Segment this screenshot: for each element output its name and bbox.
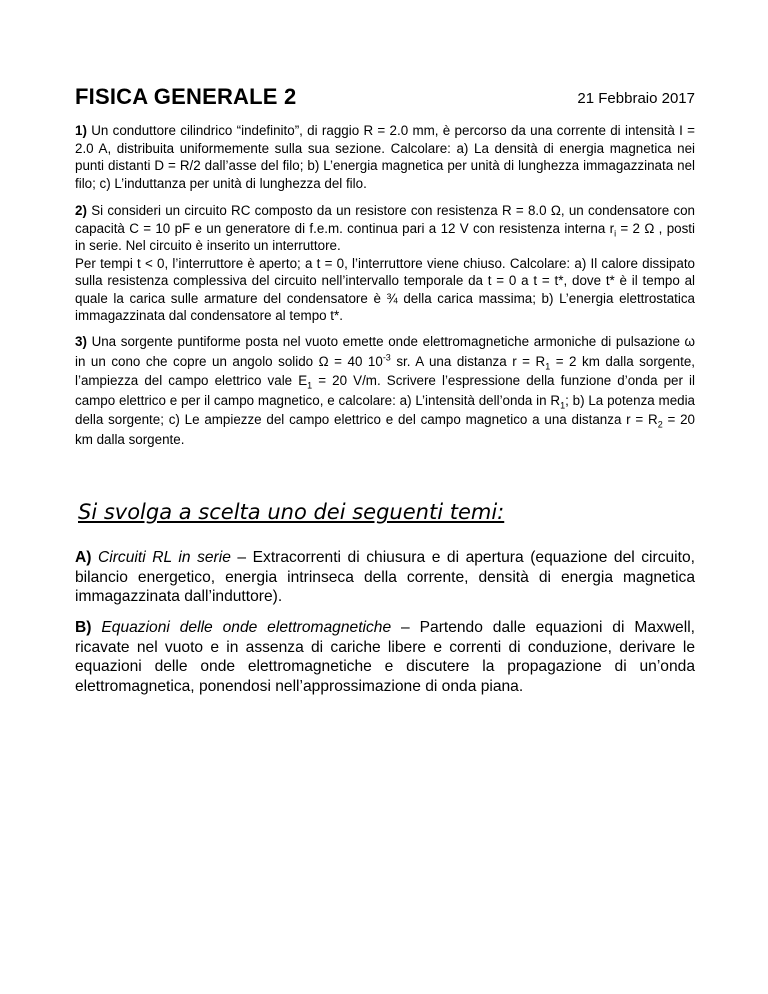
problem-text: sr. A una distanza r = R bbox=[390, 353, 546, 369]
subscript: 2 bbox=[657, 419, 663, 430]
problem-text: Un conduttore cilindrico “indefinito”, di raggio R = 2.0 mm, è percorso da una corrente di intensità I = 2.0 A, distribuita uniformemente sulla sua sezione. Calcolare: a) La densità di energia magnetica nei punti distanti D = R/2 dall’asse del filo; b) L’energia magnetica per unità di lunghezza immagazzinata nel filo; c) L’induttanza per unità di lunghezza del filo. bbox=[75, 123, 695, 191]
superscript: -3 bbox=[382, 352, 391, 363]
problem-text: Si consideri un circuito RC composto da un resistore con resistenza R = 8.0 Ω, un condensatore con capacità C = 10 pF e un generatore di f.e.m. continua pari a 12 V con resistenza interna r bbox=[75, 203, 695, 236]
problem-number: 2) bbox=[75, 203, 87, 218]
problem-text: Una sorgente puntiforme posta nel vuoto emette onde elettromagnetiche armoniche di pulsazione ω in un cono che copre un angolo solido Ω = 40 10 bbox=[75, 334, 695, 369]
theme-a bbox=[75, 548, 695, 607]
subscript: i bbox=[614, 228, 617, 239]
problem-text: = 20 V/m. Scrivere l’espressione della funzione d’onda per il campo elettrico e per il campo magnetico, e calcolare: a) L’intensità dell’onda in R bbox=[75, 373, 695, 408]
problem-text: = 2 km dalla sorgente, l’ampiezza del campo elettrico vale E bbox=[75, 353, 696, 388]
theme-text: – Partendo dalle equazioni di Maxwell, ricavate nel vuoto e in assenza di cariche libere e correnti di conduzione, derivare le equazioni delle onde elettromagnetiche e discutere la propagazione di un’onda elettromagnetica, ponendosi nell’approssimazione di onda piana. bbox=[75, 619, 695, 695]
problem-number: 3) bbox=[75, 334, 87, 349]
theme-topic: Circuiti RL in serie bbox=[98, 549, 231, 566]
problem-number: 1) bbox=[75, 123, 87, 138]
themes-heading: Si svolga a scelta uno dei seguenti temi: bbox=[78, 500, 505, 524]
problem-1 bbox=[75, 122, 695, 192]
problem-2 bbox=[75, 202, 695, 325]
problem-text: = 2 Ω , posti in serie. Nel circuito è inserito un interruttore. bbox=[75, 220, 696, 253]
theme-label: A) bbox=[75, 549, 92, 566]
theme-b bbox=[75, 618, 695, 696]
subscript: 1 bbox=[545, 361, 551, 372]
header bbox=[75, 80, 695, 120]
page-title: FISICA GENERALE 2 bbox=[75, 84, 297, 109]
theme-text: – Extracorrenti di chiusura e di apertura (equazione del circuito, bilancio energetico, energia intrinseca della corrente, densità di energia magnetica immagazzinata dall’induttore). bbox=[75, 549, 695, 605]
problem-text: = 20 km dalla sorgente. bbox=[75, 412, 696, 447]
theme-topic: Equazioni delle onde elettromagnetiche bbox=[101, 619, 392, 636]
subscript: 1 bbox=[307, 380, 313, 391]
problem-3 bbox=[75, 332, 695, 449]
problem-text: ; b) La potenza media della sorgente; c) Le ampiezze del campo elettrico e del campo magnetico a una distanza r = R bbox=[75, 392, 696, 427]
theme-label: B) bbox=[75, 619, 92, 636]
exam-date: 21 Febbraio 2017 bbox=[577, 90, 695, 107]
problem-text: Per tempi t < 0, l’interruttore è aperto; a t = 0, l’interruttore viene chiuso. Calcolare: a) Il calore dissipato sulla resistenza complessiva del circuito nell’intervallo temporale da t = 0 a t = t*, dove t* è il tempo al quale la carica sulle armature del condensatore è ¾ della carica massima; b) L’energia elettrostatica immagazzinata dal condensatore al tempo t*. bbox=[75, 255, 695, 323]
subscript: 1 bbox=[560, 400, 566, 411]
